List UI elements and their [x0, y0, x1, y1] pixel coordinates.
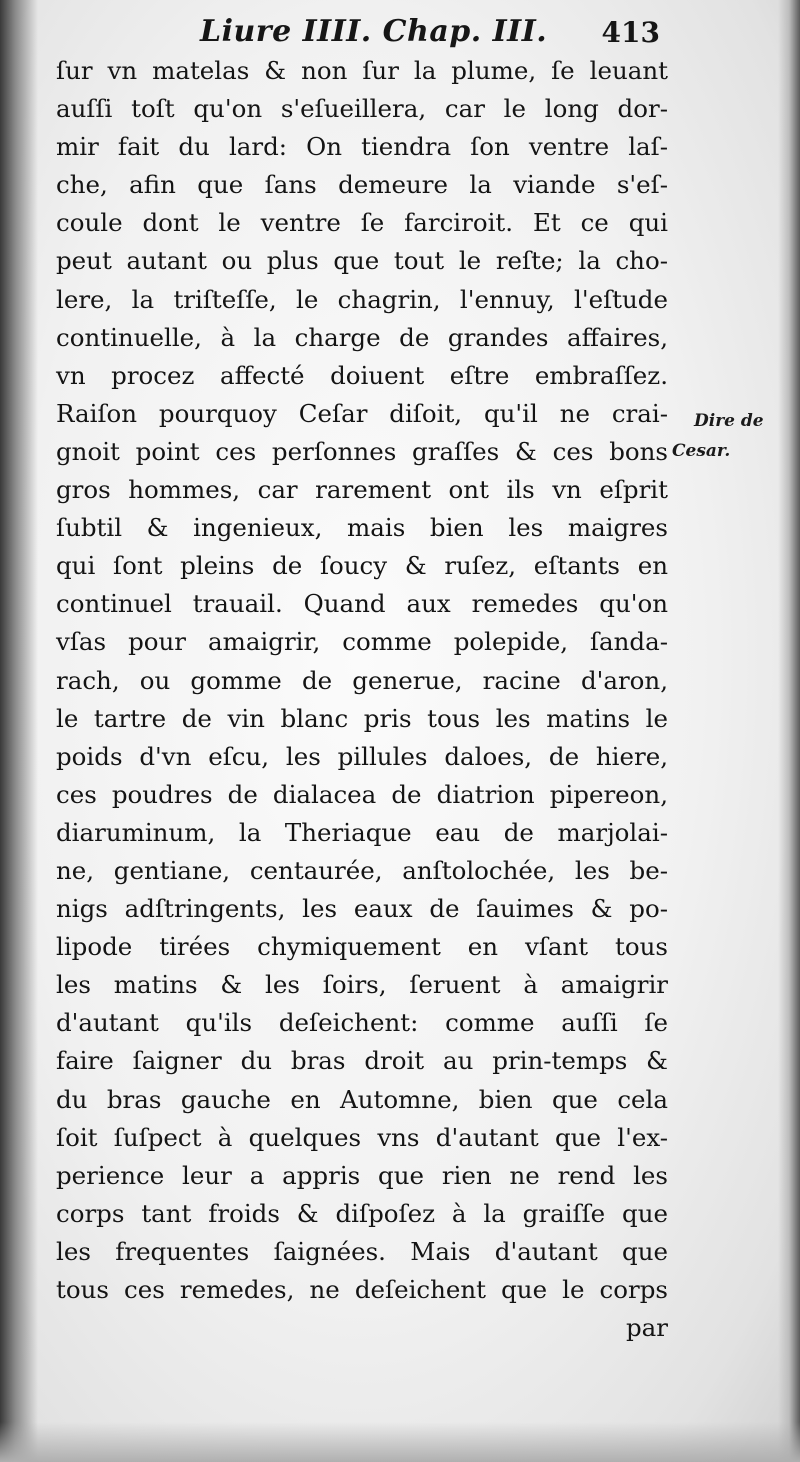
text-line: vn procez affecté doiuent eſtre embraſſez.: [56, 360, 668, 390]
text-line: ne, gentiane, centaurée, anſtolochée, les be-: [56, 855, 668, 885]
page-bottom-shadow: [0, 1422, 800, 1462]
text-line: ſubtil & ingenieux, mais bien les maigres: [56, 513, 668, 543]
marginal-note-line: Dire de: [694, 411, 764, 431]
text-line: che, afin que ſans demeure la viande s'eſ-: [56, 170, 668, 200]
text-line: les matins & les ſoirs, ſeruent à amaigrir: [56, 970, 668, 1000]
marginal-note-line: Cesar.: [672, 441, 731, 461]
running-title: Liure IIII. Chap. III.: [200, 14, 548, 49]
text-line: ſoit ſuſpect à quelques vns d'autant que l'ex-: [56, 1122, 668, 1152]
text-line: coule dont le ventre ſe farciroit. Et ce qui: [56, 208, 668, 238]
text-line: par: [625, 1313, 668, 1343]
page-number: 413: [601, 16, 660, 49]
text-line: perience leur a appris que rien ne rend les: [56, 1160, 668, 1190]
text-line: diaruminum, la Theriaque eau de marjolai-: [56, 817, 668, 847]
marginal-note: [672, 406, 772, 466]
text-line: mir fait du lard: On tiendra ſon ventre laſ-: [56, 132, 668, 162]
text-line: nigs adſtringents, les eaux de ſauimes & po-: [56, 894, 668, 924]
body-text: [56, 52, 668, 1347]
page-header: [200, 14, 660, 54]
text-line: tous ces remedes, ne deſeichent que le corps: [56, 1275, 668, 1304]
text-line: peut autant ou plus que tout le reſte; la cho-: [56, 246, 668, 276]
text-line: gros hommes, car rarement ont ils vn eſprit: [56, 475, 668, 505]
text-line: continuelle, à la charge de grandes affaires,: [56, 322, 668, 352]
text-line: gnoit point ces perſonnes graſſes & ces bons: [56, 436, 668, 466]
text-line: vſas pour amaigrir, comme polepide, ſanda-: [56, 627, 668, 657]
text-line: les frequentes ſaignées. Mais d'autant que: [56, 1236, 668, 1266]
text-line: le tartre de vin blanc pris tous les matins le: [56, 703, 668, 733]
text-line: continuel trauail. Quand aux remedes qu'on: [56, 589, 668, 619]
text-line: d'autant qu'ils deſeichent: comme auſſi ſe: [56, 1008, 668, 1038]
text-line: lipode tirées chymiquement en vſant tous: [56, 932, 668, 962]
text-line: faire ſaigner du bras droit au prin-temps &: [56, 1046, 668, 1076]
text-line: auſſi toſt qu'on s'eſueillera, car le long dor-: [56, 94, 668, 124]
text-line: lere, la triſteſſe, le chagrin, l'ennuy, l'eſtude: [56, 284, 668, 314]
text-line: corps tant froids & diſpoſez à la graiſſe que: [56, 1198, 668, 1228]
binding-shadow: [0, 0, 38, 1462]
text-line: du bras gauche en Automne, bien que cela: [56, 1084, 668, 1114]
text-line: ſur vn matelas & non ſur la plume, ſe leuant: [56, 56, 668, 85]
text-line: ces poudres de dialacea de diatrion pipereon,: [56, 779, 668, 809]
page-edge-shadow: [778, 0, 800, 1462]
text-line: qui ſont pleins de ſoucy & ruſez, eſtants en: [56, 551, 668, 581]
text-line: poids d'vn eſcu, les pillules daloes, de hiere,: [56, 741, 668, 771]
text-line: Raiſon pourquoy Ceſar diſoit, qu'il ne crai-: [56, 398, 668, 428]
text-line: rach, ou gomme de generue, racine d'aron,: [56, 665, 668, 695]
